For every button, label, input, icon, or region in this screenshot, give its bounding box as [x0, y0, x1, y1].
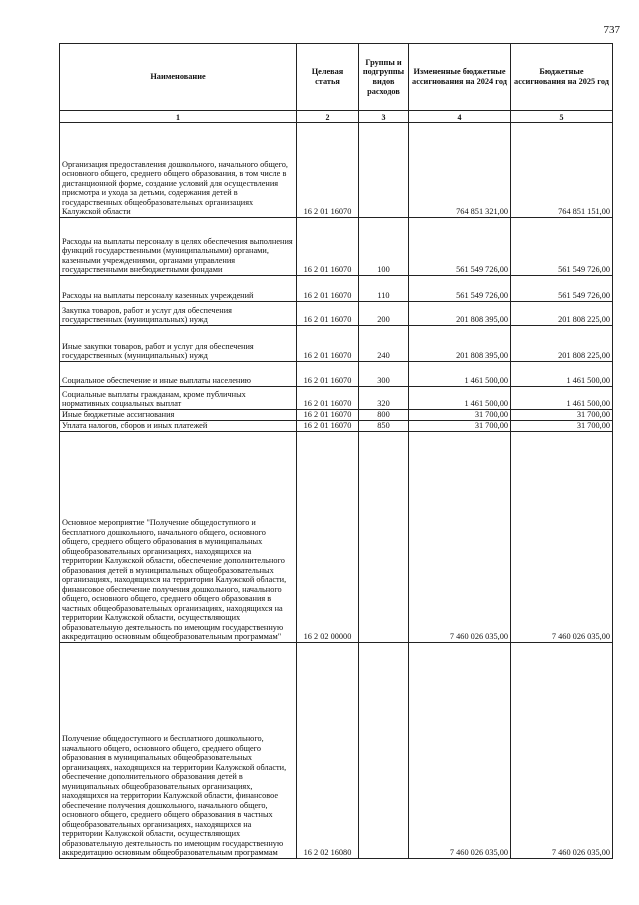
table-row: [60, 387, 613, 410]
table-row: [60, 326, 613, 362]
row-target-code: 16 2 01 16070: [297, 410, 359, 421]
row-amount-2024: 764 851 321,00: [409, 123, 511, 218]
row-group: [359, 643, 409, 859]
row-name: Расходы на выплаты персоналу в целях обеспечения выполнения функций государственными (муниципальными) органами, казенными учреждениями, органами управления государственными внебюджетными фондами: [60, 218, 297, 276]
row-name: Социальное обеспечение и иные выплаты населению: [60, 362, 297, 387]
row-group: [359, 432, 409, 643]
header-row: [60, 44, 613, 111]
row-amount-2025: 201 808 225,00: [511, 326, 613, 362]
row-amount-2024: 561 549 726,00: [409, 218, 511, 276]
row-group: 320: [359, 387, 409, 410]
header-name: Наименование: [60, 44, 297, 111]
row-amount-2024: 31 700,00: [409, 421, 511, 432]
row-name: Уплата налогов, сборов и иных платежей: [60, 421, 297, 432]
table-row: [60, 218, 613, 276]
row-name: Социальные выплаты гражданам, кроме публичных нормативных социальных выплат: [60, 387, 297, 410]
row-name: Иные бюджетные ассигнования: [60, 410, 297, 421]
row-target-code: 16 2 01 16070: [297, 387, 359, 410]
column-number: 2: [297, 111, 359, 123]
row-name: Основное мероприятие "Получение общедоступного и бесплатного дошкольного, начального общего, основного общего, среднего общего образования в муниципальных общеобразовательных организациях, находящихся на территории Калужской области, обеспечение дополнительного образования детей в муниципальных общеобразовательных организациях, находящихся на территории Калужской области, финансовое обеспечение получения дошкольного, начального общего, основного общего, среднего общего образования в частных общеобразовательных организациях, находящихся на территории Калужской области, осуществляющих образовательную деятельность по имеющим государственную аккредитацию основным общеобразовательным программам": [60, 432, 297, 643]
table-row: [60, 432, 613, 643]
column-number: 1: [60, 111, 297, 123]
column-number: 3: [359, 111, 409, 123]
row-amount-2024: 7 460 026 035,00: [409, 643, 511, 859]
row-target-code: 16 2 01 16070: [297, 123, 359, 218]
row-target-code: 16 2 02 16080: [297, 643, 359, 859]
row-target-code: 16 2 01 16070: [297, 218, 359, 276]
row-group: 300: [359, 362, 409, 387]
table-row: [60, 276, 613, 302]
row-group: 100: [359, 218, 409, 276]
row-amount-2025: 764 851 151,00: [511, 123, 613, 218]
row-target-code: 16 2 02 00000: [297, 432, 359, 643]
row-name: Расходы на выплаты персоналу казенных учреждений: [60, 276, 297, 302]
header-groups: Группы и подгруппы видов расходов: [359, 44, 409, 111]
header-target: Целевая статья: [297, 44, 359, 111]
row-amount-2024: 7 460 026 035,00: [409, 432, 511, 643]
row-amount-2025: 1 461 500,00: [511, 387, 613, 410]
row-group: 800: [359, 410, 409, 421]
row-amount-2025: 201 808 225,00: [511, 302, 613, 326]
row-amount-2024: 201 808 395,00: [409, 326, 511, 362]
row-group: [359, 123, 409, 218]
row-amount-2024: 1 461 500,00: [409, 362, 511, 387]
row-amount-2024: 561 549 726,00: [409, 276, 511, 302]
row-target-code: 16 2 01 16070: [297, 302, 359, 326]
row-name: Закупка товаров, работ и услуг для обеспечения государственных (муниципальных) нужд: [60, 302, 297, 326]
row-amount-2025: 7 460 026 035,00: [511, 643, 613, 859]
row-amount-2024: 31 700,00: [409, 410, 511, 421]
row-group: 850: [359, 421, 409, 432]
row-name: Иные закупки товаров, работ и услуг для обеспечения государственных (муниципальных) нужд: [60, 326, 297, 362]
row-name: Получение общедоступного и бесплатного дошкольного, начального общего, основного общего, среднего общего образования в муниципальных общеобразовательных организациях, находящихся на территории Калужской области, обеспечение дополнительного образования детей в муниципальных общеобразовательных организациях, находящихся на территории Калужской области, финансовое обеспечение получения дошкольного, начального общего, основного общего, среднего общего образования в частных общеобразовательных организациях, находящихся на территории Калужской области, осуществляющих образовательную деятельность по имеющим государственную аккредитацию основным общеобразовательным программам: [60, 643, 297, 859]
row-amount-2025: 561 549 726,00: [511, 218, 613, 276]
row-name: Организация предоставления дошкольного, начального общего, основного общего, среднего общего образования, в том числе в дистанционной форме, создание условий для осуществления присмотра и ухода за детьми, содержания детей в государственных общеобразовательных организациях Калужской области: [60, 123, 297, 218]
table-row: [60, 302, 613, 326]
budget-table: [59, 43, 613, 859]
row-amount-2025: 7 460 026 035,00: [511, 432, 613, 643]
row-group: 110: [359, 276, 409, 302]
header-2024: Измененные бюджетные ассигнования на 2024 год: [409, 44, 511, 111]
row-amount-2024: 201 808 395,00: [409, 302, 511, 326]
row-target-code: 16 2 01 16070: [297, 276, 359, 302]
table-row: [60, 410, 613, 421]
row-group: 200: [359, 302, 409, 326]
header-2025: Бюджетные ассигнования на 2025 год: [511, 44, 613, 111]
row-amount-2025: 561 549 726,00: [511, 276, 613, 302]
column-number: 5: [511, 111, 613, 123]
table-row: [60, 362, 613, 387]
table-row: [60, 123, 613, 218]
row-amount-2025: 31 700,00: [511, 421, 613, 432]
row-amount-2024: 1 461 500,00: [409, 387, 511, 410]
row-amount-2025: 31 700,00: [511, 410, 613, 421]
row-amount-2025: 1 461 500,00: [511, 362, 613, 387]
row-target-code: 16 2 01 16070: [297, 326, 359, 362]
column-number: 4: [409, 111, 511, 123]
row-target-code: 16 2 01 16070: [297, 362, 359, 387]
page-number: 737: [603, 24, 620, 36]
row-target-code: 16 2 01 16070: [297, 421, 359, 432]
table-row: [60, 421, 613, 432]
row-group: 240: [359, 326, 409, 362]
table-row: [60, 643, 613, 859]
column-number-row: [60, 111, 613, 123]
